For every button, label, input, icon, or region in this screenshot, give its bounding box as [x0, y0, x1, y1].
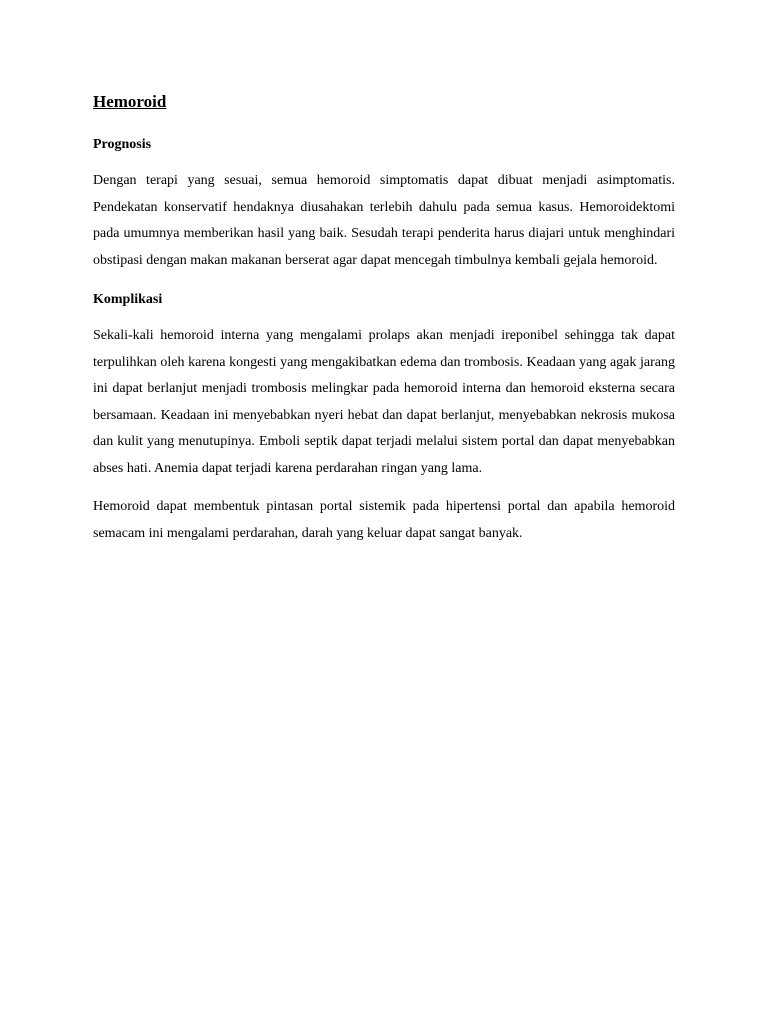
section-heading-komplikasi: Komplikasi	[93, 292, 163, 307]
section-heading-prognosis: Prognosis	[93, 137, 152, 152]
document-title: Hemoroid	[93, 92, 167, 111]
document-page	[93, 90, 675, 547]
paragraph-komplikasi-2: Hemoroid dapat membentuk pintasan portal sistemik pada hipertensi portal dan apabila hemoroid semacam ini mengalami perdarahan, darah yang keluar dapat sangat banyak.	[93, 499, 675, 541]
paragraph-prognosis: Dengan terapi yang sesuai, semua hemoroid simptomatis dapat dibuat menjadi asimptomatis. Pendekatan konservatif hendaknya diusahakan terlebih dahulu pada semua kasus. Hemoroidektomi pada umumnya memberikan hasil yang baik. Sesudah terapi penderita harus diajari untuk menghindari obstipasi dengan makan makanan berserat agar dapat mencegah timbulnya kembali gejala hemoroid.	[93, 173, 675, 268]
paragraph-komplikasi-1: Sekali-kali hemoroid interna yang mengalami prolaps akan menjadi ireponibel sehingga tak dapat terpulihkan oleh karena kongesti yang mengakibatkan edema dan trombosis. Keadaan yang agak jarang ini dapat berlanjut menjadi trombosis melingkar pada hemoroid interna dan hemoroid eksterna secara bersamaan. Keadaan ini menyebabkan nyeri hebat dan dapat berlanjut, menyebabkan nekrosis mukosa dan kulit yang menutupinya. Emboli septik dapat terjadi melalui sistem portal dan dapat menyebabkan abses hati. Anemia dapat terjadi karena perdarahan ringan yang lama.	[93, 328, 675, 476]
